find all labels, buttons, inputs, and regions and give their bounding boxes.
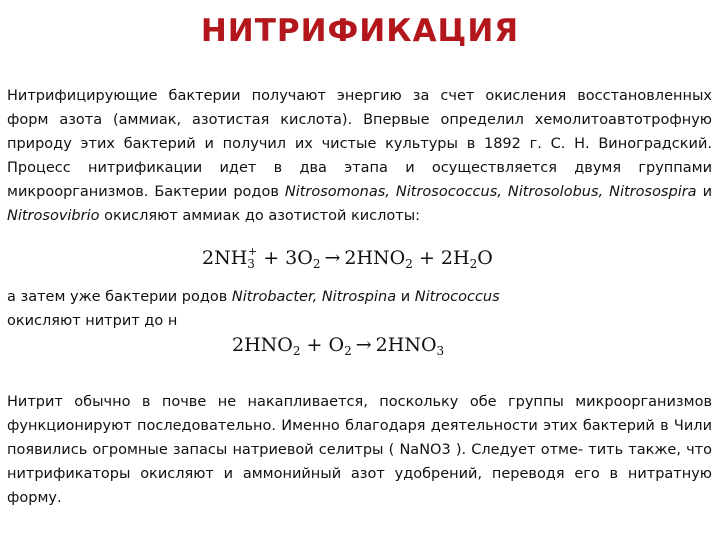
intro-paragraph	[7, 84, 712, 228]
eq2-coef-1: 2	[232, 334, 245, 356]
genera-list-1: Nitrosomonas, Nitrosococcus, Nitrosolobus, Nitrosospira	[284, 184, 697, 200]
eq2-formula-hno: HNO	[244, 334, 293, 356]
eq2-plus: +	[300, 334, 329, 356]
second-text-1: а затем уже бактерии родов	[7, 289, 232, 305]
intro-text-3: окисляют аммиак до азотистой кислоты:	[99, 208, 421, 224]
eq1-formula-nh: NH	[214, 247, 248, 269]
eq1-coef-1: 2	[202, 247, 215, 269]
eq1-formula-o2: O	[477, 247, 493, 269]
second-text-3: окисляют нитрит до н	[7, 313, 178, 329]
eq2-formula-o: O	[328, 334, 345, 356]
eq1-sub-4: 2	[469, 257, 478, 271]
eq1-formula-o: O	[297, 247, 313, 269]
intro-text-2: и	[696, 184, 712, 200]
nitrite-oxidation-equation	[226, 326, 450, 364]
genera-list-2: Nitrobacter, Nitrospina	[231, 289, 397, 305]
eq1-sub-1: 3	[247, 257, 255, 271]
conclusion-paragraph: Нитрит обычно в почве не накапливается, поскольку обе группы микроорганизмов функционируют последовательно. Именно благодаря деятельности этих бактерий в Чили появились огромные запасы натриевой селитры ( NaNO3 ). Следует отме- тить также, что нитрификаторы окисляют и аммонийный азот удобрений, переводя его в нитратную форму.	[7, 394, 712, 506]
eq1-plus-2: +	[412, 247, 441, 269]
eq2-sub-3: 3	[436, 344, 445, 358]
eq2-formula-hno3: HNO	[387, 334, 437, 356]
eq1-arrow: →	[324, 247, 341, 269]
second-text-2: и	[396, 289, 415, 305]
intro-text-1: Нитрифицирующие бактерии получают энергию за счет окисления восстановленных форм азота (аммиак, азотистая кислота). Впервые определил хемолитоавтотрофную природу этих бактерий и получил их чистые культуры в 1892 г. С. Н. Виноградский. Процесс нитрификации идет в два этапа и осуществляется двумя группами микроорганизмов. Бактерии родов	[7, 88, 712, 200]
eq1-charge: +	[247, 245, 258, 258]
eq2-arrow: →	[355, 334, 372, 356]
eq1-coef-3: 2	[344, 247, 357, 269]
eq1-sub-2: 2	[312, 257, 321, 271]
genus-nitrococcus: Nitrococcus	[414, 289, 500, 305]
eq1-coef-2: 3	[285, 247, 298, 269]
slide-title: НИТРИФИКАЦИЯ	[200, 13, 520, 49]
eq1-sub-3: 2	[405, 257, 413, 271]
eq2-coef-3: 2	[375, 334, 388, 356]
eq1-coef-4: 2	[440, 247, 453, 269]
genus-nitrosovibrio: Nitrosovibrio	[7, 208, 100, 224]
ammonia-oxidation-equation	[196, 241, 499, 275]
eq1-plus-1: +	[257, 247, 286, 269]
eq2-sub-1: 2	[292, 344, 301, 358]
eq2-sub-2: 2	[344, 344, 352, 358]
eq1-formula-h: H	[453, 247, 470, 269]
eq1-formula-hno: HNO	[356, 247, 406, 269]
